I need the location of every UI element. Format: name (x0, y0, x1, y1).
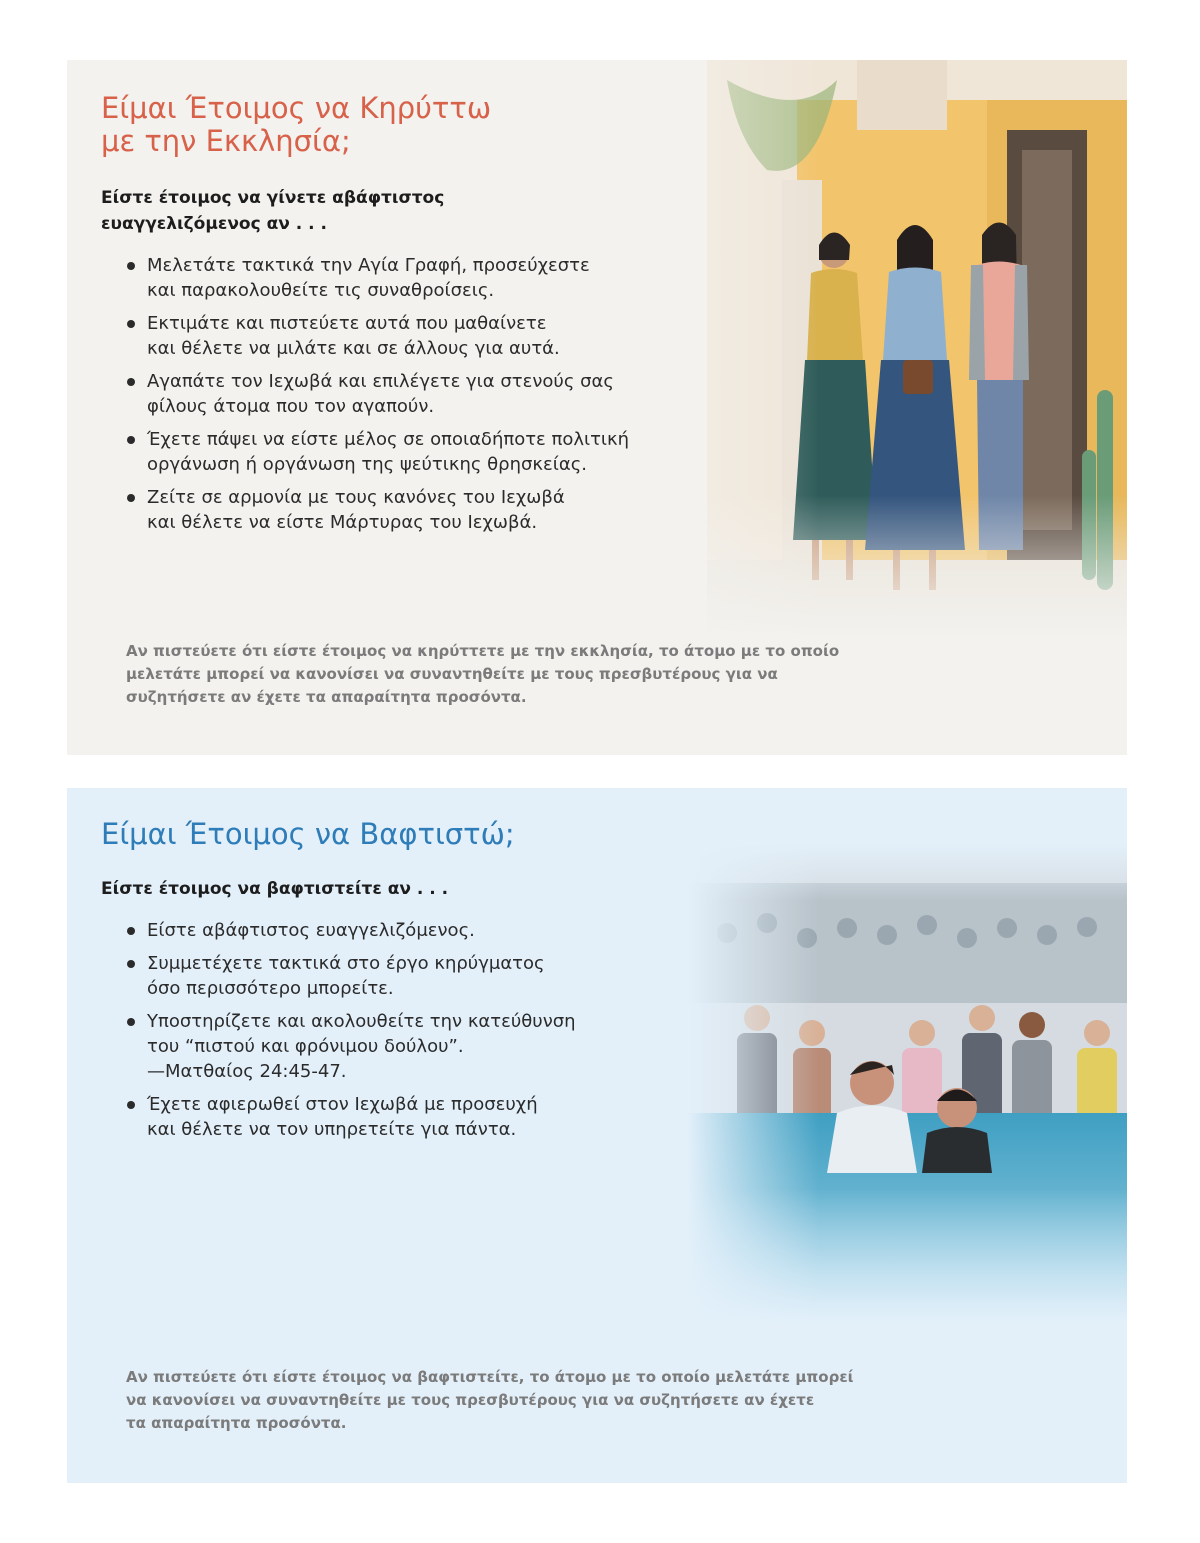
door-to-door-illustration (567, 60, 1127, 640)
section-footnote: Αν πιστεύετε ότι είστε έτοιμος να κηρύττετε με την εκκλησία, το άτομο με το οποίο μελετάτε μπορεί να κανονίσει να συναντηθείτε με τους πρεσβυτέρους για να συζητήσετε αν έχετε τα απαραίτητα προσόντα. (126, 642, 840, 706)
list-item-text: Συμμετέχετε τακτικά στο έργο κηρύγματος όσο περισσότερο μπορείτε. (147, 953, 545, 999)
criteria-list (125, 253, 629, 543)
list-item (125, 1092, 576, 1142)
bullet-icon (127, 1101, 135, 1109)
list-item-text: Μελετάτε τακτικά την Αγία Γραφή, προσεύχεστε και παρακολουθείτε τις συναθροίσεις. (147, 255, 590, 301)
list-item (125, 427, 629, 477)
list-item (125, 951, 576, 1001)
bullet-icon (127, 960, 135, 968)
list-item-text: Ζείτε σε αρμονία με τους κανόνες του Ιεχωβά και θέλετε να είστε Μάρτυρας του Ιεχωβά. (147, 487, 565, 533)
list-item-text: Υποστηρίζετε και ακολουθείτε την κατεύθυνση του “πιστού και φρόνιμου δούλου”. —Ματθαίος 24:45-47. (147, 1011, 576, 1082)
section-title: Είμαι Έτοιμος να Κηρύττω με την Εκκλησία; (101, 91, 492, 158)
criteria-list (125, 918, 576, 1150)
bullet-icon (127, 1018, 135, 1026)
bullet-icon (127, 378, 135, 386)
preaching-panel (67, 60, 1127, 755)
section-footnote: Αν πιστεύετε ότι είστε έτοιμος να βαφτιστείτε, το άτομο με το οποίο μελετάτε μπορεί να κανονίσει να συναντηθείτε με τους πρεσβυτέρους για να συζητήσετε αν έχετε τα απαραίτητα προσόντα. (126, 1368, 854, 1432)
list-item-text: Έχετε πάψει να είστε μέλος σε οποιαδήποτε πολιτική οργάνωση ή οργάνωση της ψεύτικης θρησκείας. (147, 429, 630, 475)
bullet-icon (127, 436, 135, 444)
baptism-illustration (687, 843, 1127, 1323)
bullet-icon (127, 262, 135, 270)
list-item-text: Έχετε αφιερωθεί στον Ιεχωβά με προσευχή και θέλετε να τον υπηρετείτε για πάντα. (147, 1094, 538, 1140)
list-item (125, 918, 576, 943)
bullet-icon (127, 320, 135, 328)
list-item (125, 485, 629, 535)
list-item-text: Εκτιμάτε και πιστεύετε αυτά που μαθαίνετε και θέλετε να μιλάτε και σε άλλους για αυτά. (147, 313, 560, 359)
list-item-text: Αγαπάτε τον Ιεχωβά και επιλέγετε για στενούς σας φίλους άτομα που τον αγαπούν. (147, 371, 614, 417)
section-intro: Είστε έτοιμος να γίνετε αβάφτιστος ευαγγελιζόμενος αν . . . (101, 188, 445, 234)
list-item (125, 1009, 576, 1084)
list-item (125, 369, 629, 419)
section-title: Είμαι Έτοιμος να Βαφτιστώ; (101, 817, 515, 851)
list-item-text: Είστε αβάφτιστος ευαγγελιζόμενος. (147, 920, 475, 941)
bullet-icon (127, 927, 135, 935)
list-item (125, 311, 629, 361)
bullet-icon (127, 494, 135, 502)
list-item (125, 253, 629, 303)
section-intro: Είστε έτοιμος να βαφτιστείτε αν . . . (101, 879, 449, 899)
baptism-panel (67, 788, 1127, 1483)
